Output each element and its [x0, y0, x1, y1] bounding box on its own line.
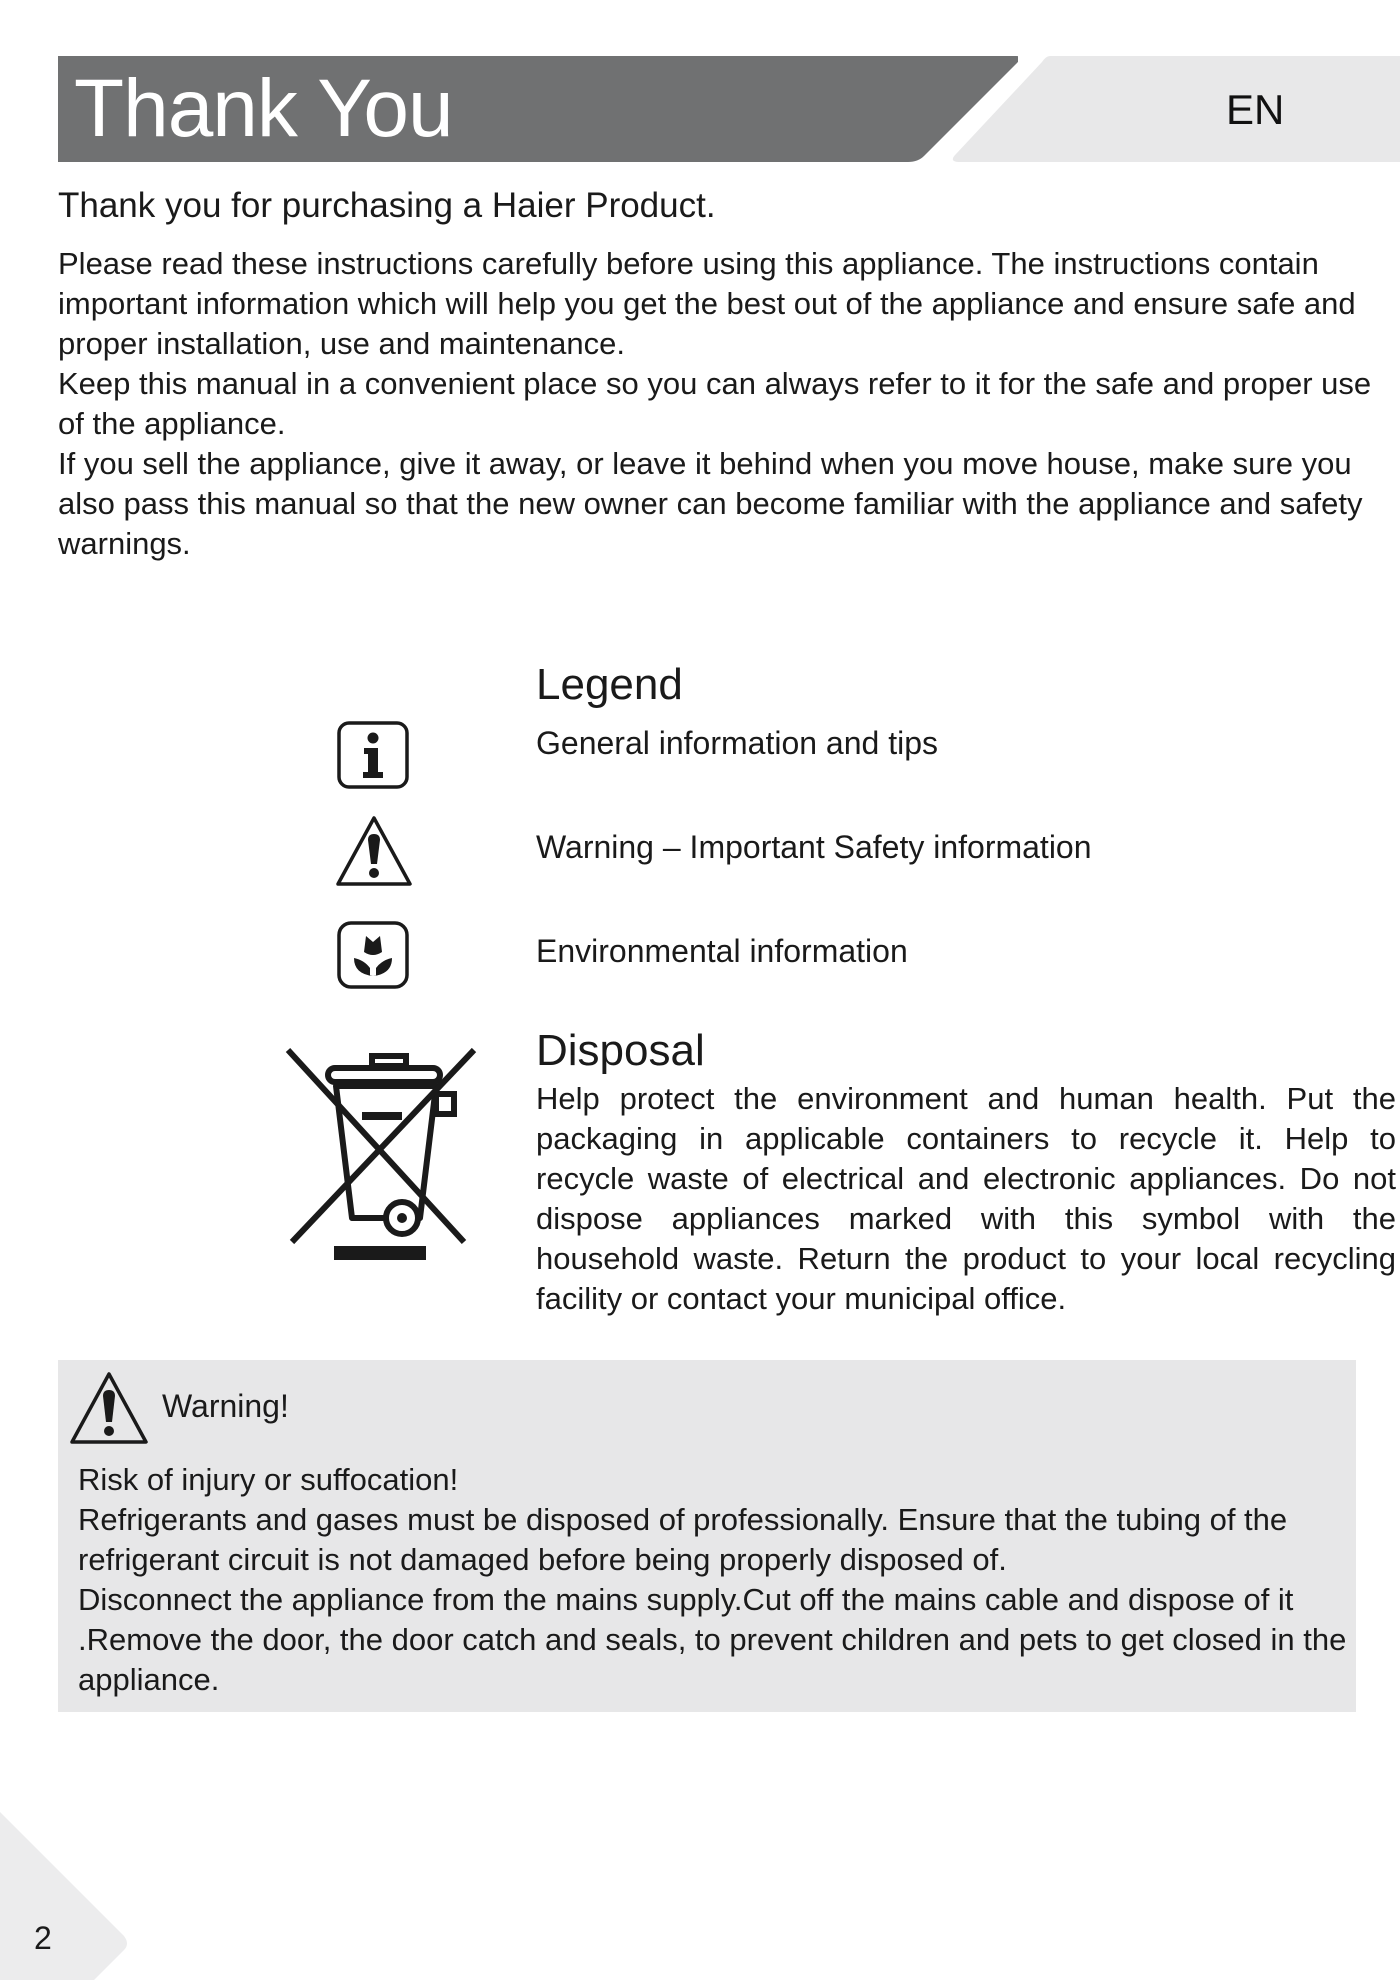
legend-environment-label: Environmental information: [536, 933, 908, 969]
warning-line: Refrigerants and gases must be disposed of professionally. Ensure that the tubing of the refrigerant circuit is not damaged before being properly disposed of.: [78, 1502, 1288, 1577]
warning-line: Disconnect the appliance from the mains supply.Cut off the mains cable and dispose of it .Remove the door, the door catch and seals, to prevent children and pets to get closed in the appliance.: [78, 1582, 1347, 1697]
language-code: EN: [1226, 86, 1285, 133]
warning-icon: [68, 1370, 150, 1446]
legend-heading: Legend: [536, 660, 683, 709]
environment-icon: [336, 920, 410, 990]
info-icon: [336, 720, 410, 790]
intro-paragraph: Please read these instructions carefully before using this appliance. The instructions contain important information which will help you get the best out of the appliance and ensure safe and proper installation, use and maintenance.: [58, 246, 1356, 361]
warning-line: Risk of injury or suffocation!: [78, 1462, 459, 1497]
page-corner-decoration: [0, 1812, 130, 1980]
warning-title: Warning!: [162, 1388, 289, 1424]
page-title: Thank You: [74, 63, 453, 154]
intro-heading: Thank you for purchasing a Haier Product.: [58, 186, 716, 225]
legend-info-label: General information and tips: [536, 725, 938, 761]
page-number: 2: [34, 1920, 52, 1956]
warning-icon: [334, 814, 414, 888]
language-tab: [946, 56, 1400, 162]
intro-body: [58, 244, 1378, 564]
warning-text: [78, 1460, 1348, 1700]
disposal-heading: Disposal: [536, 1026, 705, 1075]
intro-paragraph: If you sell the appliance, give it away, or leave it behind when you move house, make sure you also pass this manual so that the new owner can become familiar with the appliance and safety warnings.: [58, 446, 1363, 561]
crossed-out-bin-icon: [284, 1046, 480, 1266]
warning-box: [58, 1360, 1356, 1712]
intro-paragraph: Keep this manual in a convenient place so you can always refer to it for the safe and proper use of the appliance.: [58, 366, 1372, 441]
legend-warning-label: Warning – Important Safety information: [536, 829, 1092, 865]
disposal-text: Help protect the environment and human health. Put the packaging in applicable containers to recycle it. Help to recycle waste of electrical and electronic appliances. Do not dispose appliances marked with this symbol with the household waste. Return the product to your local recycling facility or contact your municipal office.: [536, 1081, 1396, 1316]
